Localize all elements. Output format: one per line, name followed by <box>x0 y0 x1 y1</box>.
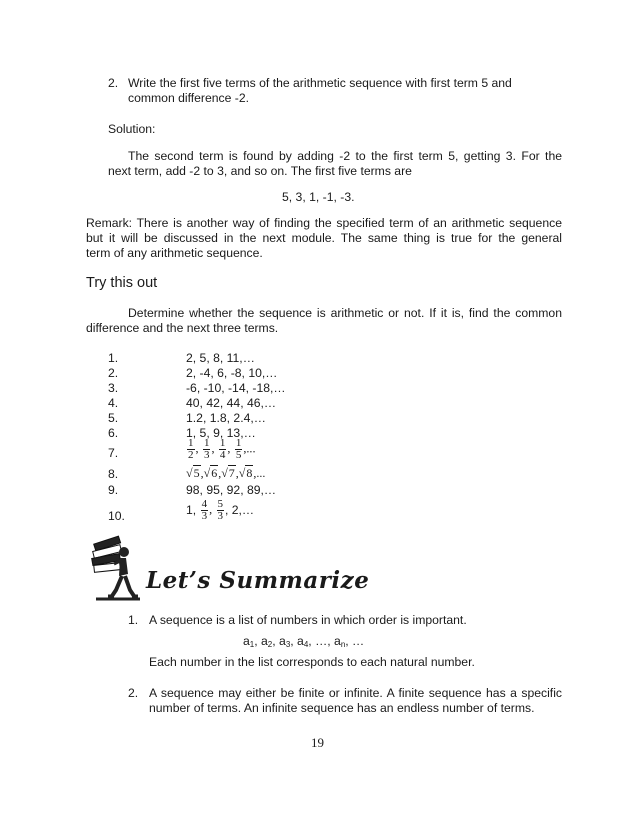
exercise-number: 7. <box>108 446 119 460</box>
fraction: $\frac{1}{5}$ <box>235 437 242 461</box>
remark-line3: term of any arithmetic sequence. <box>86 246 263 260</box>
sequence-terms: $a_1$, $a_2$, $a_3$, $a_4$, …, $a_n$, … <box>243 634 365 649</box>
summary-point-text-line2: number of terms. An infinite sequence has an endless number of terms. <box>149 701 535 715</box>
sqrt-symbol: √ <box>238 466 246 480</box>
exercise-number: 3. <box>108 381 119 395</box>
summary-point-number: 2. <box>128 686 139 700</box>
exercise-sequence: 98, 95, 92, 89,… <box>186 483 277 497</box>
exercise-number: 1. <box>108 351 119 365</box>
problem-text-line1: Write the first five terms of the arithmetic sequence with first term 5 and <box>128 76 512 90</box>
problem-number: 2. <box>108 76 119 90</box>
exercise-sequence: 40, 42, 44, 46,… <box>186 396 277 410</box>
person-carrying-books-icon <box>86 534 142 604</box>
exercise-sequence: -6, -10, -14, -18,… <box>186 381 286 395</box>
page-number: 19 <box>311 735 324 750</box>
exercise-number: 5. <box>108 411 119 425</box>
problem-text-line2: common difference -2. <box>128 91 250 105</box>
summary-point-text: A sequence is a list of numbers in which order is important. <box>149 613 467 627</box>
remark-line1: Remark: There is another way of finding the specified term of an arithmetic sequence <box>86 216 562 230</box>
exercise-number: 2. <box>108 366 119 380</box>
sqrt-symbol: √ <box>186 466 193 480</box>
exercise-sequence-radicals: √5,√6,√7,√8,... <box>186 466 266 480</box>
exercise-sequence: 2, -4, 6, -8, 10,… <box>186 366 278 380</box>
exercise-number: 4. <box>108 396 119 410</box>
remark-line2: but it will be discussed in the next module. The same thing is true for the general <box>86 231 562 245</box>
exercise-sequence: 1, 5, 9, 13,… <box>186 426 256 440</box>
exercise-sequence-mixed: 1, $\frac{4}{3}$ , $\frac{5}{3}$ , 2,… <box>186 498 255 522</box>
fraction: $\frac{4}{3}$ <box>201 498 208 522</box>
solution-line2: next term, add -2 to 3, and so on. The first five terms are <box>108 164 412 178</box>
exercise-intro-line2: difference and the next three terms. <box>86 321 279 335</box>
sqrt-symbol: √ <box>203 466 211 480</box>
exercise-sequence: 2, 5, 8, 11,… <box>186 351 255 365</box>
sqrt-symbol: √ <box>221 466 228 480</box>
exercise-number: 8. <box>108 467 119 481</box>
exercise-number: 10. <box>108 509 125 523</box>
exercise-sequence-fractions: $\frac{1}{2}$ , $\frac{1}{3}$ , $\frac{1}{4}$ , $\frac{1}{5}$ ,... <box>188 437 256 461</box>
solution-answer: 5, 3, 1, -1, -3. <box>282 190 355 204</box>
summary-point-text-line1: A sequence may either be finite or infinite. A finite sequence has a specific <box>149 686 562 700</box>
exercise-sequence: 1.2, 1.8, 2.4,… <box>186 411 266 425</box>
exercise-intro-line1: Determine whether the sequence is arithmetic or not. If it is, find the common <box>128 306 562 320</box>
solution-label: Solution: <box>108 122 156 136</box>
summary-point-note: Each number in the list corresponds to each natural number. <box>149 655 475 669</box>
fraction: $\frac{1}{2}$ <box>188 437 194 461</box>
fraction: $\frac{5}{3}$ <box>217 498 223 522</box>
fraction: $\frac{1}{4}$ <box>219 437 226 461</box>
summary-point-number: 1. <box>128 613 139 627</box>
exercise-number: 6. <box>108 426 119 440</box>
exercise-number: 9. <box>108 483 119 497</box>
section-heading-try-this-out: Try this out <box>86 275 158 291</box>
solution-line1: The second term is found by adding -2 to the first term 5, getting 3. For the <box>128 149 562 163</box>
fraction: $\frac{1}{3}$ <box>203 437 210 461</box>
section-title-lets-summarize: Let’s Summarize <box>146 567 370 594</box>
